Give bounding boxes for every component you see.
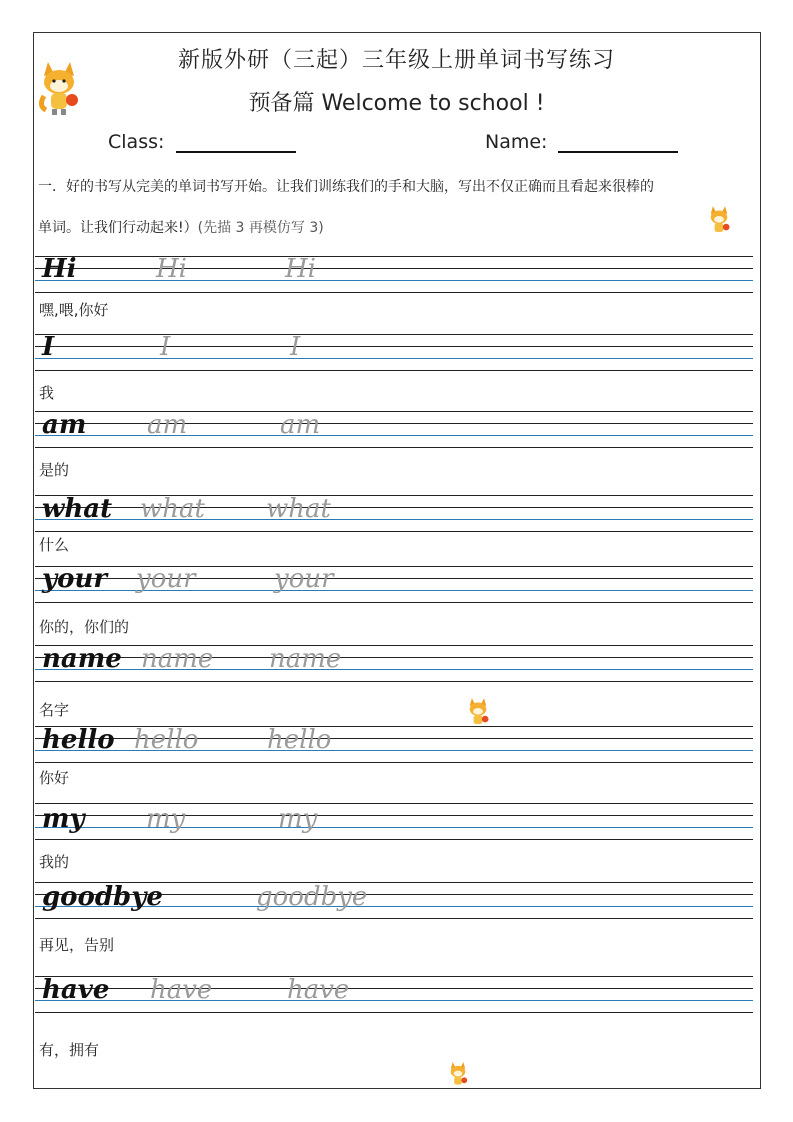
trace-word: what	[266, 494, 331, 524]
trace-word: my	[146, 804, 186, 834]
model-word: hello	[42, 725, 115, 755]
model-word: goodbye	[42, 882, 163, 912]
model-word: Hi	[42, 254, 77, 284]
model-word: have	[42, 975, 110, 1005]
model-word: I	[42, 332, 55, 362]
word-meaning: 什么	[39, 536, 70, 554]
word-meaning: 你的，你们的	[39, 618, 130, 636]
trace-word: am	[280, 410, 321, 440]
trace-word: your	[136, 564, 196, 594]
writing-lines[interactable]	[35, 411, 753, 447]
trace-word: your	[274, 564, 334, 594]
trace-word: name	[141, 644, 214, 674]
word-meaning: 我	[39, 384, 55, 402]
instruction-note: (先描 3 再模仿写 3)	[197, 220, 324, 236]
model-word: what	[42, 494, 113, 524]
trace-word: am	[147, 410, 188, 440]
model-word: am	[42, 410, 87, 440]
trace-word: goodbye	[256, 882, 368, 912]
fox-mascot-icon	[706, 205, 732, 237]
trace-word: Hi	[285, 254, 316, 284]
trace-word: name	[269, 644, 342, 674]
instruction-line-1: 一．好的书写从完美的单词书写开始。让我们训练我们的手和大脑，写出不仅正确而且看起来很棒的	[38, 179, 654, 195]
class-label: Class:	[108, 131, 165, 153]
fox-mascot-icon	[446, 1061, 470, 1089]
trace-word: hello	[267, 725, 332, 755]
trace-word: Hi	[156, 254, 187, 284]
instruction-line-2	[38, 217, 324, 237]
model-word: your	[42, 564, 108, 594]
word-meaning: 嘿,喂,你好	[39, 301, 109, 319]
writing-lines[interactable]	[35, 803, 753, 839]
writing-lines[interactable]	[35, 976, 753, 1012]
trace-word: my	[278, 804, 318, 834]
word-meaning: 再见，告别	[39, 936, 115, 954]
model-word: name	[42, 644, 122, 674]
word-meaning: 是的	[39, 461, 70, 479]
name-input-line[interactable]	[558, 151, 678, 153]
trace-word: I	[290, 332, 301, 362]
writing-lines[interactable]	[35, 334, 753, 370]
trace-word: I	[160, 332, 171, 362]
instruction-line-2-text: 单词。让我们行动起来!）	[38, 220, 198, 236]
word-meaning: 你好	[39, 769, 70, 787]
name-label: Name:	[485, 131, 548, 153]
model-word: my	[42, 804, 85, 834]
worksheet-subtitle: 预备篇 Welcome to school !	[248, 91, 545, 116]
word-meaning: 有，拥有	[39, 1041, 100, 1059]
writing-lines[interactable]	[35, 256, 753, 292]
worksheet-title: 新版外研（三起）三年级上册单词书写练习	[177, 48, 615, 73]
trace-word: hello	[134, 725, 199, 755]
class-input-line[interactable]	[176, 151, 296, 153]
trace-word: have	[150, 975, 213, 1005]
trace-word: have	[287, 975, 350, 1005]
word-meaning: 名字	[39, 701, 70, 719]
trace-word: what	[140, 494, 205, 524]
fox-mascot-icon	[465, 697, 491, 729]
word-meaning: 我的	[39, 853, 70, 871]
